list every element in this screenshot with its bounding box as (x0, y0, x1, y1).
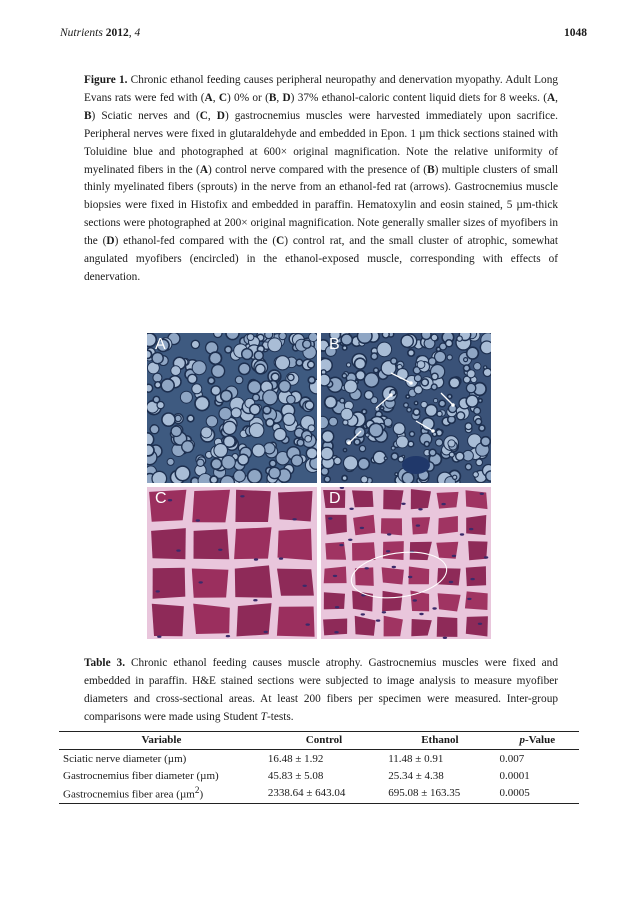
cell-control: 16.48 ± 1.92 (267, 752, 324, 765)
table-3 (59, 731, 579, 804)
panel-a (147, 333, 317, 483)
panel-label: D (329, 490, 341, 507)
cell-p-value: 0.0001 (499, 769, 530, 782)
micrograph-image (147, 487, 317, 639)
table-header-row (59, 732, 579, 750)
page-number: 1048 (564, 27, 587, 39)
panel-d (321, 487, 491, 639)
figure-caption-lead: Figure 1. (84, 74, 128, 86)
cell-control: 2338.64 ± 643.04 (264, 784, 384, 803)
table-caption: Table 3. Chronic ethanol feeding causes muscle atrophy. Gastrocnemius muscles were fixed and embedded in paraffin. H&E stained sections were subjected to image analysis to measure myofiber diameters and cross-sectional areas. At least 200 fibers per specimen were measured. Inter-group comparisons were made using Student T-tests. (84, 657, 558, 723)
table-row (59, 784, 579, 803)
cell-control: 45.83 ± 5.08 (267, 769, 324, 782)
panel-c (147, 487, 317, 639)
journal-citation: Nutrients 2012, 4 (60, 27, 141, 39)
panel-label: B (329, 336, 340, 353)
cell-variable: Gastrocnemius fiber area (µm$^2$) (59, 784, 264, 803)
col-header-control: Control (264, 732, 384, 750)
table-row (59, 750, 579, 768)
col-header-variable: Variable (59, 732, 264, 750)
col-header-ethanol: Ethanol (384, 732, 495, 750)
col-header-p-value: p-Value (496, 732, 579, 750)
panel-label: A (155, 336, 166, 353)
figure-caption: Figure 1. Chronic ethanol feeding causes peripheral neuropathy and denervation myopathy. Adult Long Evans rats were fed with (A, C) 0% or (B, D) 37% ethanol-caloric content liquid diets for 8 weeks. (A, B) Sciatic nerves and (C, D) gastrocnemius muscles were harvested immediately upon sacrifice. Peripheral nerves were fixed in glutaraldehyde and embedded in Epon. 1 µm thick sections stained with Toluidine blue and photographed at 600× original magnification. Note the relative uniformity of myelinated fibers in the (A) control nerve compared with the presence of (B) multiple clusters of small thinly myelinated fibers (sprouts) in the nerve from an ethanol-fed rat (arrows). Gastrocnemius muscle biopsies were fixed in Histofix and embedded in paraffin. Hematoxylin and eosin stained, 5 µm-thick sections were photographed at 200× original magnification. Note generally smaller sizes of myofibers in the (D) ethanol-fed compared with the (C) control rat, and the small cluster of atrophic, somewhat angulated myofibers (encircled) in the ethanol-exposed muscle, corresponding with effects of denervation. (84, 74, 559, 283)
micrograph-image (147, 333, 317, 483)
cell-p-value: 0.0005 (496, 784, 579, 803)
cell-variable: Sciatic nerve diameter (µm) (63, 752, 187, 765)
panel-b (321, 333, 491, 483)
micrograph-image (321, 487, 491, 639)
micrograph-image (321, 333, 491, 483)
figure-1-micrographs (147, 333, 491, 639)
table-caption-lead: Table 3. (84, 657, 126, 669)
cell-p-value: 0.007 (499, 752, 525, 765)
panel-label: C (155, 490, 167, 507)
cell-ethanol: 25.34 ± 4.38 (388, 769, 444, 782)
cell-variable: Gastrocnemius fiber diameter (µm) (63, 769, 219, 782)
cell-ethanol: 11.48 ± 0.91 (388, 752, 444, 765)
running-header (60, 27, 587, 43)
cell-ethanol: 695.08 ± 163.35 (384, 784, 495, 803)
table-row (59, 767, 579, 784)
